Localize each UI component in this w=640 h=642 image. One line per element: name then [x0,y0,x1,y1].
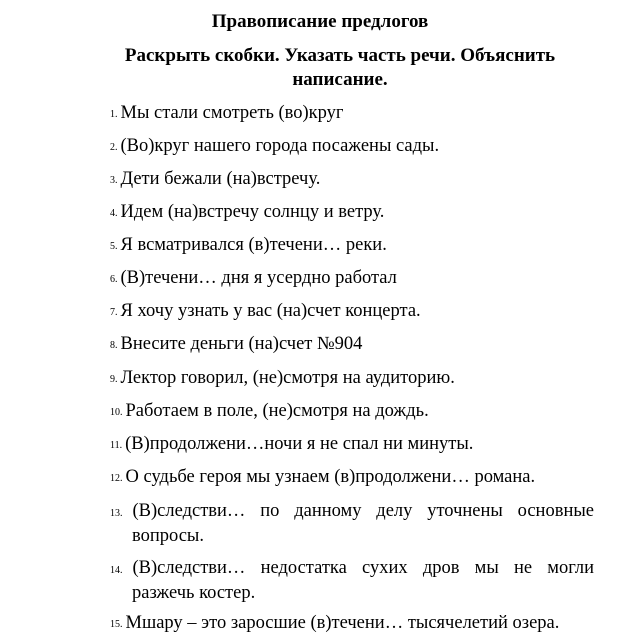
item-text: Идем (на)встречу солнцу и ветру. [120,202,385,222]
item-number: 7. [110,307,118,318]
item-number: 6. [110,274,118,285]
item-text: Я всматривался (в)течени… реки. [120,235,387,255]
item-number: 13. [110,508,123,519]
list-item [110,135,594,159]
item-number: 5. [110,241,118,252]
item-text: (В)продолжени…ночи я не спал ни минуты. [125,434,474,454]
list-item [110,300,594,324]
list-item [110,500,594,547]
list-item [110,333,594,357]
item-text: Мы стали смотреть (во)круг [120,103,344,123]
item-text-line2: вопросы. [132,526,204,546]
list-item [110,400,594,424]
item-text: (В)течени… дня я усердно работал [120,268,397,288]
page-title: Правописание предлогов [211,11,429,32]
item-text: Внесите деньги (на)счет №904 [120,334,363,354]
list-item [110,612,594,636]
list-item [110,102,594,126]
item-text: Лектор говорил, (не)смотря на аудиторию. [120,368,455,388]
list-item [110,367,594,391]
item-number: 1. [110,109,118,120]
item-text: (Во)круг нашего города посажены сады. [120,136,440,156]
item-text: О судьбе героя мы узнаем (в)продолжени… романа. [125,467,536,487]
list-item [110,201,594,225]
item-number: 8. [110,340,118,351]
item-number: 12. [110,473,123,484]
item-number: 11. [110,440,123,451]
list-item [110,267,594,291]
item-number: 9. [110,374,118,385]
item-text: Мшару – это заросшие (в)течени… тысячелетий озера. [125,613,560,633]
list-item [110,557,594,604]
item-text-line2: разжечь костер. [132,583,256,603]
item-number: 15. [110,619,123,630]
item-text: Работаем в поле, (не)смотря на дождь. [125,401,429,421]
item-number: 4. [110,208,118,219]
task-instruction: Раскрыть скобки. Указать часть речи. Объяснить написание. [124,45,556,90]
list-item [110,234,594,258]
list-item [110,433,594,457]
item-text: Я хочу узнать у вас (на)счет концерта. [120,301,421,321]
list-item [110,168,594,192]
list-item [110,466,594,490]
item-text-line1: (В)следстви… недостатка сухих дров мы не могли [132,558,594,578]
item-text-line1: (В)следстви… по данному делу уточнены основные [132,501,594,521]
item-number: 2. [110,142,118,153]
item-number: 3. [110,175,118,186]
item-number: 14. [110,565,123,576]
item-text: Дети бежали (на)встречу. [120,169,321,189]
item-number: 10. [110,407,123,418]
